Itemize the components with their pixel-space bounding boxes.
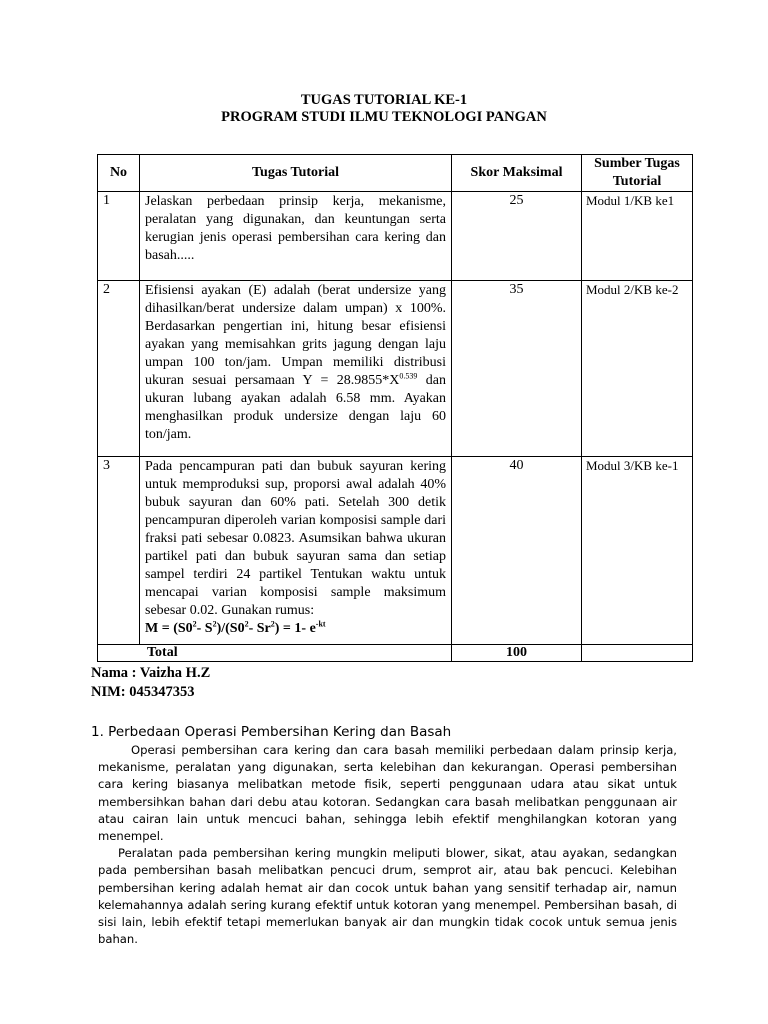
row-score: 40 bbox=[452, 457, 582, 645]
row-no: 2 bbox=[98, 281, 140, 457]
header-no: No bbox=[98, 155, 140, 192]
task-text: Pada pencampuran pati dan bubuk sayuran kering untuk memproduksi sup, proporsi awal adalah 40% bubuk sayuran dan 60% pati. Setelah 300 detik pencampuran diperoleh varian komposisi sample dari fraksi pati sebesar 0.0823. Asumsikan bahwa ukuran partikel pati dan bubuk sayuran sama dan setiap sampel terdiri 24 partikel Tentukan waktu untuk mencapai varian komposisi sample maksimum sebesar 0.02. Gunakan rumus: bbox=[145, 459, 446, 618]
student-info bbox=[91, 664, 210, 702]
answer-body bbox=[98, 742, 677, 948]
row-task bbox=[140, 281, 452, 457]
mixing-formula: $M = (S0^2-$ $S^2)/(S0^2-$ $Sr^2) = 1-$ $e^{-kt}$ bbox=[145, 619, 326, 636]
table-row bbox=[98, 192, 693, 281]
table-row bbox=[98, 457, 693, 645]
header-task: Tugas Tutorial bbox=[140, 155, 452, 192]
table-header-row bbox=[98, 155, 693, 192]
answer-paragraph-2: Peralatan pada pembersihan kering mungkin meliputi blower, sikat, atau ayakan, sedangkan pada pembersihan basah melibatkan pencuci drum, semprot air, atau bak pencuci. Kelebihan pembersihan kering adalah hemat air dan cocok untuk bahan yang sensitif terhadap air, namun kelemahannya adalah sering kurang efektif untuk kotoran yang menempel. Pembersihan basah, di sisi lain, lebih efektif tetapi memerlukan banyak air dan mungkin tidak cocok untuk semua jenis bahan. bbox=[98, 846, 677, 947]
header-score: Skor Maksimal bbox=[452, 155, 582, 192]
title-line-1: TUGAS TUTORIAL KE-1 bbox=[300, 92, 468, 108]
row-no: 3 bbox=[98, 457, 140, 645]
row-source: Modul 3/KB ke-1 bbox=[582, 457, 693, 645]
header-source: Sumber Tugas Tutorial bbox=[582, 155, 693, 192]
row-source: Modul 2/KB ke-2 bbox=[582, 281, 693, 457]
total-label: Total bbox=[98, 645, 452, 662]
row-no: 1 bbox=[98, 192, 140, 281]
answer-heading: 1. Perbedaan Operasi Pembersihan Kering dan Basah bbox=[91, 724, 452, 740]
document-title bbox=[0, 92, 768, 126]
title-line-2: PROGRAM STUDI ILMU TEKNOLOGI PANGAN bbox=[221, 109, 547, 125]
row-source: Modul 1/KB ke1 bbox=[582, 192, 693, 281]
total-source bbox=[582, 645, 693, 662]
table-row bbox=[98, 281, 693, 457]
total-row bbox=[98, 645, 693, 662]
row-score: 35 bbox=[452, 281, 582, 457]
task-exponent: 0.539 bbox=[399, 371, 418, 381]
row-task bbox=[140, 457, 452, 645]
total-score: 100 bbox=[452, 645, 582, 662]
tutorial-table bbox=[97, 154, 693, 662]
row-task: Jelaskan perbedaan prinsip kerja, mekanisme, peralatan yang digunakan, dan keuntungan serta kerugian jenis operasi pembersihan cara kering dan basah..... bbox=[140, 192, 452, 281]
task-text-a: Efisiensi ayakan (E) adalah (berat undersize yang dihasilkan/berat undersize dalam umpan) x 100%. Berdasarkan pengertian ini, hitung besar efisiensi ayakan yang memisahkan grits jagung dengan laju umpan 100 ton/jam. Umpan memiliki distribusi ukuran sesuai persamaan Y = 28.9855*X bbox=[145, 283, 446, 388]
row-score: 25 bbox=[452, 192, 582, 281]
student-nim: NIM: 045347353 bbox=[91, 684, 195, 700]
task-text-b: dan ukuran lubang ayakan adalah 6.58 mm. Ayakan menghasilkan produk undersize dengan laju 60 ton/jam. bbox=[145, 373, 446, 442]
answer-paragraph-1: Operasi pembersihan cara kering dan cara basah memiliki perbedaan dalam prinsip kerja, mekanisme, peralatan yang digunakan, serta kelebihan dan kekurangan. Operasi pembersihan cara kering biasanya melibatkan metode fisik, seperti penggunaan udara atau sikat untuk membersihkan bahan dari debu atau kotoran. Sedangkan cara basah melibatkan penggunaan air atau cairan lain untuk mencuci bahan, sehingga lebih efektif menghilangkan kotoran yang menempel. bbox=[98, 743, 677, 844]
student-name: Nama : Vaizha H.Z bbox=[91, 665, 211, 681]
